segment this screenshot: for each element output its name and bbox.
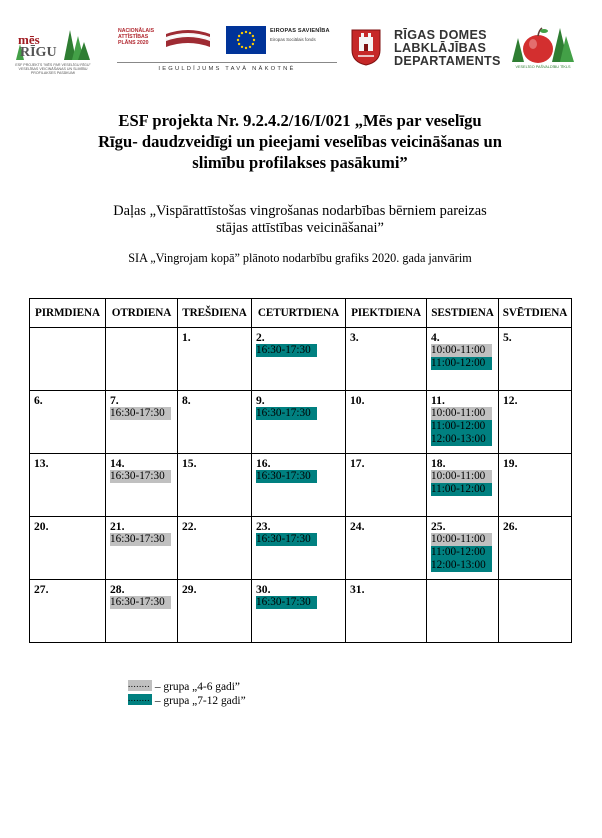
investing-tagline: IEGULDĪJUMS TAVĀ NĀKOTNĒ	[117, 62, 337, 72]
weekday-saturday: SESTDIENA	[427, 299, 499, 328]
calendar-week-row	[30, 454, 572, 517]
day-number: 23.	[256, 520, 271, 533]
day-number: 19.	[503, 457, 518, 470]
logo-eu-subtitle: Eiropas Sociālais fonds	[270, 37, 316, 42]
calendar-day-cell	[427, 391, 499, 454]
day-number: 13.	[34, 457, 49, 470]
calendar-day-cell	[252, 454, 346, 517]
legend	[128, 680, 246, 708]
time-slot-group-7-12: 11:00-12:00	[431, 420, 492, 433]
calendar-week-row	[30, 517, 572, 580]
logo-eiropas-savieniba	[226, 26, 336, 58]
day-number: 3.	[350, 331, 359, 344]
day-number	[499, 580, 571, 596]
day-number: 14.	[110, 457, 125, 470]
weekday-friday: PIEKTDIENA	[346, 299, 427, 328]
calendar-day-cell	[499, 328, 572, 391]
calendar-day-cell	[106, 580, 178, 643]
calendar-day-cell	[346, 454, 427, 517]
day-number: 16.	[256, 457, 271, 470]
time-slot-group-4-6: 10:00-11:00	[431, 344, 492, 357]
legend-label: – grupa „4-6 gadi”	[152, 681, 240, 693]
day-number	[30, 328, 105, 344]
calendar-week-row	[30, 580, 572, 643]
weekday-tuesday: OTRDIENA	[106, 299, 178, 328]
calendar-day-cell	[30, 328, 106, 391]
logo-rigas-domes	[350, 26, 500, 70]
calendar-day-cell	[178, 517, 252, 580]
day-number: 24.	[350, 520, 365, 533]
logo-veseligo-pasvaldibu-tikls	[508, 22, 578, 74]
legend-label: – grupa „7-12 gadi”	[152, 695, 246, 707]
day-number: 8.	[182, 394, 191, 407]
time-slot-group-7-12: 16:30-17:30	[256, 344, 317, 357]
time-slot-group-7-12: 16:30-17:30	[256, 596, 317, 609]
calendar-body	[30, 328, 572, 643]
subtitle-line-1: Daļas „Vispārattīstošas vingrošanas nodarbības bērniem pareizas	[113, 203, 487, 219]
day-number: 30.	[256, 583, 271, 596]
legend-swatch: ........	[128, 680, 150, 689]
calendar-day-cell	[30, 391, 106, 454]
time-slot-group-7-12: 16:30-17:30	[256, 407, 317, 420]
calendar-table	[29, 298, 572, 643]
calendar-day-cell	[427, 517, 499, 580]
time-slot-group-4-6: 16:30-17:30	[110, 533, 171, 546]
calendar-day-cell	[499, 580, 572, 643]
day-number	[427, 580, 498, 596]
day-number: 15.	[182, 457, 197, 470]
day-number: 4.	[431, 331, 440, 344]
weekday-thursday: CETURTDIENA	[252, 299, 346, 328]
weekday-sunday: SVĒTDIENA	[499, 299, 572, 328]
day-number: 26.	[503, 520, 518, 533]
calendar-day-cell	[499, 391, 572, 454]
day-number: 17.	[350, 457, 365, 470]
day-number: 9.	[256, 394, 265, 407]
calendar-day-cell	[499, 517, 572, 580]
calendar-day-cell	[346, 517, 427, 580]
time-slot-group-4-6: 10:00-11:00	[431, 470, 492, 483]
calendar-day-cell	[178, 328, 252, 391]
time-slot-group-4-6: 16:30-17:30	[110, 470, 171, 483]
title-line-3: slimību profilakses pasākumi”	[192, 153, 408, 172]
calendar-header-row	[30, 299, 572, 328]
day-number: 21.	[110, 520, 125, 533]
weekday-wednesday: TREŠDIENA	[178, 299, 252, 328]
time-slot-group-7-12: 16:30-17:30	[256, 470, 317, 483]
calendar-day-cell	[178, 391, 252, 454]
day-number: 25.	[431, 520, 446, 533]
logo-rd-line3: DEPARTAMENTS	[394, 54, 501, 68]
calendar-day-cell	[252, 517, 346, 580]
calendar-day-cell	[346, 328, 427, 391]
calendar-week-row	[30, 328, 572, 391]
day-number: 29.	[182, 583, 197, 596]
day-number: 11.	[431, 394, 445, 407]
logo-apple-small-text: VESELĪGO PAŠVALDĪBU TĪKLS	[515, 65, 571, 69]
time-slot-group-7-12: 16:30-17:30	[256, 533, 317, 546]
logo-rd-name	[394, 29, 501, 68]
time-slot-group-4-6: 16:30-17:30	[110, 596, 171, 609]
logo-rd-line2: LABKLĀJĪBAS	[394, 41, 487, 55]
logo-eu-title: EIROPAS SAVIENĪBA	[270, 28, 330, 34]
calendar-day-cell	[427, 328, 499, 391]
document-title	[60, 110, 540, 173]
logo-mes-small-text: ESF PROJEKTS "MĒS PAR VESELĪGU RĪGU" VESELĪBAS VEICINĀŠANAS UN SLIMĪBU PROFILAKSES PASĀKUMI	[15, 63, 91, 75]
calendar-day-cell	[106, 328, 178, 391]
time-slot-group-4-6: 16:30-17:30	[110, 407, 171, 420]
calendar-day-cell	[30, 580, 106, 643]
calendar-day-cell	[427, 454, 499, 517]
time-slot-group-7-12: 11:00-12:00	[431, 357, 492, 370]
day-number: 22.	[182, 520, 197, 533]
calendar-day-cell	[106, 391, 178, 454]
logo-rd-line1: RĪGAS DOMES	[394, 28, 487, 42]
calendar-day-cell	[30, 517, 106, 580]
day-number: 5.	[503, 331, 512, 344]
day-number: 10.	[350, 394, 365, 407]
day-number: 2.	[256, 331, 265, 344]
apple-icon	[508, 22, 578, 66]
logo-mes-par-rigu	[14, 22, 92, 74]
calendar-day-cell	[252, 580, 346, 643]
day-number: 12.	[503, 394, 518, 407]
subtitle-line-2: stājas attīstības veicināšanai”	[216, 220, 384, 236]
day-number: 6.	[34, 394, 43, 407]
calendar-day-cell	[106, 517, 178, 580]
calendar-day-cell	[178, 580, 252, 643]
riga-coat-of-arms-icon	[350, 28, 382, 66]
weekday-monday: PIRMDIENA	[30, 299, 106, 328]
calendar-day-cell	[427, 580, 499, 643]
title-line-2: Rīgu- daudzveidīgi un pieejami veselības veicināšanas un	[98, 132, 502, 151]
logo-rigu-word: RĪGU	[20, 45, 57, 60]
calendar-day-cell	[106, 454, 178, 517]
time-slot-group-7-12: 12:00-13:00	[431, 559, 492, 572]
day-number: 28.	[110, 583, 125, 596]
logo-nap-text: NACIONĀLAIS ATTĪSTĪBAS PLĀNS 2020	[118, 28, 155, 46]
calendar-day-cell	[30, 454, 106, 517]
time-slot-group-7-12: 12:00-13:00	[431, 433, 492, 446]
title-line-1: ESF projekta Nr. 9.2.4.2/16/I/021 „Mēs par veselīgu	[118, 111, 482, 130]
day-number	[106, 328, 177, 344]
calendar-day-cell	[252, 328, 346, 391]
schedule-title: SIA „Vingrojam kopā” plānoto nodarbību grafiks 2020. gada janvārim	[128, 251, 472, 265]
day-number: 31.	[350, 583, 365, 596]
time-slot-group-4-6: 10:00-11:00	[431, 407, 492, 420]
legend-swatch: ........	[128, 694, 150, 703]
time-slot-group-7-12: 11:00-12:00	[431, 546, 492, 559]
calendar-week-row	[30, 391, 572, 454]
day-number: 7.	[110, 394, 119, 407]
legend-item	[128, 694, 246, 708]
document-subtitle	[60, 203, 540, 237]
day-number: 27.	[34, 583, 49, 596]
latvian-flag-icon	[164, 28, 212, 50]
time-slot-group-7-12: 11:00-12:00	[431, 483, 492, 496]
day-number: 1.	[182, 331, 191, 344]
header-logos	[0, 0, 602, 90]
calendar-day-cell	[499, 454, 572, 517]
calendar-day-cell	[346, 580, 427, 643]
calendar-day-cell	[178, 454, 252, 517]
eu-flag-icon	[226, 26, 266, 54]
calendar-day-cell	[346, 391, 427, 454]
day-number: 18.	[431, 457, 446, 470]
day-number: 20.	[34, 520, 49, 533]
legend-item	[128, 680, 246, 694]
calendar-day-cell	[252, 391, 346, 454]
logo-nap-2020	[118, 26, 216, 56]
time-slot-group-4-6: 10:00-11:00	[431, 533, 492, 546]
logo-mes-word: mēs	[18, 32, 40, 47]
